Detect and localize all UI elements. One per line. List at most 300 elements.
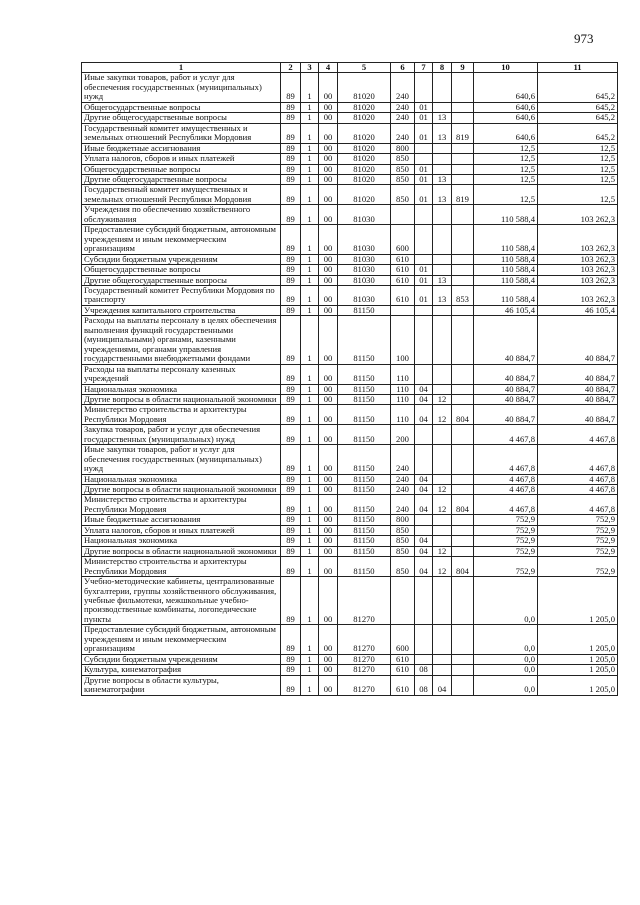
cell-col-6: 610 — [391, 254, 415, 264]
table-row — [82, 113, 618, 123]
cell-col-7 — [415, 225, 433, 254]
cell-col-10: 4 467,8 — [474, 474, 538, 484]
cell-col-11: 12,5 — [538, 174, 618, 184]
cell-col-8: 12 — [433, 405, 452, 425]
cell-col-8 — [433, 205, 452, 225]
cell-col-4: 00 — [319, 474, 338, 484]
cell-col-10: 752,9 — [474, 557, 538, 577]
cell-col-4: 00 — [319, 495, 338, 515]
cell-col-3: 1 — [301, 654, 319, 664]
table-row — [82, 285, 618, 305]
cell-col-4: 00 — [319, 654, 338, 664]
cell-col-6 — [391, 577, 415, 625]
cell-col-11: 752,9 — [538, 557, 618, 577]
cell-col-10: 0,0 — [474, 577, 538, 625]
cell-name: Другие вопросы в области национальной экономики — [82, 485, 281, 495]
cell-col-9 — [452, 305, 474, 315]
cell-col-5: 81150 — [338, 525, 391, 535]
cell-col-4: 00 — [319, 205, 338, 225]
cell-col-8: 12 — [433, 485, 452, 495]
cell-col-10: 752,9 — [474, 536, 538, 546]
cell-col-10: 0,0 — [474, 675, 538, 695]
cell-col-3: 1 — [301, 225, 319, 254]
cell-col-11: 4 467,8 — [538, 445, 618, 474]
cell-col-4: 00 — [319, 364, 338, 384]
cell-name: Учреждения капитального строительства — [82, 305, 281, 315]
cell-col-5: 81150 — [338, 546, 391, 556]
table-row — [82, 384, 618, 394]
cell-col-6: 600 — [391, 625, 415, 654]
cell-col-2: 89 — [281, 546, 301, 556]
cell-col-10: 110 588,4 — [474, 254, 538, 264]
cell-col-5: 81150 — [338, 425, 391, 445]
cell-col-11: 12,5 — [538, 185, 618, 205]
table-row — [82, 495, 618, 515]
cell-col-2: 89 — [281, 123, 301, 143]
cell-col-9 — [452, 364, 474, 384]
cell-col-9 — [452, 525, 474, 535]
cell-col-7 — [415, 316, 433, 364]
table-row — [82, 675, 618, 695]
cell-col-2: 89 — [281, 474, 301, 484]
cell-col-9 — [452, 102, 474, 112]
cell-name: Общегосударственные вопросы — [82, 164, 281, 174]
cell-col-4: 00 — [319, 525, 338, 535]
cell-col-5: 81030 — [338, 254, 391, 264]
cell-col-5: 81150 — [338, 305, 391, 315]
cell-name: Субсидии бюджетным учреждениям — [82, 654, 281, 664]
cell-col-10: 46 105,4 — [474, 305, 538, 315]
cell-col-3: 1 — [301, 143, 319, 153]
cell-col-9 — [452, 546, 474, 556]
cell-col-5: 81020 — [338, 73, 391, 102]
cell-col-6 — [391, 305, 415, 315]
cell-name: Предоставление субсидий бюджетным, автономным учреждениям и иным некоммерческим организациям — [82, 225, 281, 254]
cell-col-11: 12,5 — [538, 143, 618, 153]
table-row — [82, 577, 618, 625]
cell-col-8 — [433, 445, 452, 474]
column-header: 6 — [391, 63, 415, 73]
cell-col-9 — [452, 113, 474, 123]
cell-col-8 — [433, 143, 452, 153]
cell-col-6: 240 — [391, 102, 415, 112]
cell-col-2: 89 — [281, 254, 301, 264]
cell-col-4: 00 — [319, 445, 338, 474]
cell-col-9 — [452, 205, 474, 225]
cell-col-11: 1 205,0 — [538, 577, 618, 625]
cell-col-7 — [415, 654, 433, 664]
cell-col-3: 1 — [301, 577, 319, 625]
cell-name: Министерство строительства и архитектуры Республики Мордовия — [82, 557, 281, 577]
cell-col-10: 0,0 — [474, 625, 538, 654]
cell-col-2: 89 — [281, 495, 301, 515]
cell-col-8: 13 — [433, 285, 452, 305]
cell-name: Другие общегосударственные вопросы — [82, 174, 281, 184]
cell-col-7 — [415, 73, 433, 102]
cell-name: Учреждения по обеспечению хозяйственного обслуживания — [82, 205, 281, 225]
column-header: 7 — [415, 63, 433, 73]
cell-col-4: 00 — [319, 143, 338, 153]
cell-col-9: 804 — [452, 557, 474, 577]
cell-name: Государственный комитет имущественных и земельных отношений Республики Мордовия — [82, 185, 281, 205]
cell-name: Уплата налогов, сборов и иных платежей — [82, 154, 281, 164]
cell-col-9 — [452, 143, 474, 153]
table-row — [82, 405, 618, 425]
cell-col-6: 240 — [391, 495, 415, 515]
cell-col-10: 40 884,7 — [474, 364, 538, 384]
cell-col-2: 89 — [281, 654, 301, 664]
cell-col-9 — [452, 445, 474, 474]
cell-col-7: 04 — [415, 384, 433, 394]
cell-col-4: 00 — [319, 394, 338, 404]
cell-col-10: 40 884,7 — [474, 384, 538, 394]
cell-col-10: 12,5 — [474, 154, 538, 164]
cell-col-7: 01 — [415, 113, 433, 123]
cell-col-3: 1 — [301, 536, 319, 546]
cell-col-9: 819 — [452, 185, 474, 205]
cell-col-11: 46 105,4 — [538, 305, 618, 315]
cell-col-2: 89 — [281, 485, 301, 495]
table-row — [82, 474, 618, 484]
cell-col-5: 81150 — [338, 557, 391, 577]
cell-col-8: 13 — [433, 113, 452, 123]
cell-col-2: 89 — [281, 665, 301, 675]
cell-name: Государственный комитет имущественных и земельных отношений Республики Мордовия — [82, 123, 281, 143]
cell-col-10: 640,6 — [474, 123, 538, 143]
cell-col-5: 81020 — [338, 174, 391, 184]
budget-table — [81, 62, 618, 696]
cell-col-6 — [391, 205, 415, 225]
table-row — [82, 546, 618, 556]
table-row — [82, 225, 618, 254]
cell-col-2: 89 — [281, 102, 301, 112]
cell-col-11: 40 884,7 — [538, 384, 618, 394]
cell-col-7 — [415, 154, 433, 164]
table-body — [82, 73, 618, 695]
table-row — [82, 164, 618, 174]
cell-col-4: 00 — [319, 225, 338, 254]
cell-col-2: 89 — [281, 174, 301, 184]
cell-col-9 — [452, 675, 474, 695]
cell-col-11: 4 467,8 — [538, 485, 618, 495]
cell-col-10: 12,5 — [474, 143, 538, 153]
column-header: 4 — [319, 63, 338, 73]
cell-col-3: 1 — [301, 205, 319, 225]
cell-col-7 — [415, 625, 433, 654]
cell-col-3: 1 — [301, 254, 319, 264]
cell-col-6: 850 — [391, 154, 415, 164]
cell-col-3: 1 — [301, 113, 319, 123]
cell-col-8 — [433, 474, 452, 484]
cell-col-3: 1 — [301, 174, 319, 184]
cell-name: Иные закупки товаров, работ и услуг для обеспечения государственных (муниципальных) нужд — [82, 445, 281, 474]
cell-col-9: 853 — [452, 285, 474, 305]
cell-col-2: 89 — [281, 164, 301, 174]
table-row — [82, 154, 618, 164]
cell-col-10: 110 588,4 — [474, 225, 538, 254]
cell-col-3: 1 — [301, 102, 319, 112]
cell-col-2: 89 — [281, 205, 301, 225]
cell-col-8: 12 — [433, 546, 452, 556]
cell-col-6: 850 — [391, 536, 415, 546]
cell-col-5: 81150 — [338, 384, 391, 394]
cell-col-6: 110 — [391, 364, 415, 384]
cell-col-2: 89 — [281, 525, 301, 535]
cell-col-5: 81270 — [338, 625, 391, 654]
cell-col-10: 4 467,8 — [474, 485, 538, 495]
cell-name: Общегосударственные вопросы — [82, 265, 281, 275]
cell-col-5: 81030 — [338, 285, 391, 305]
cell-col-4: 00 — [319, 185, 338, 205]
cell-col-11: 40 884,7 — [538, 394, 618, 404]
cell-col-11: 4 467,8 — [538, 474, 618, 484]
cell-col-7: 01 — [415, 265, 433, 275]
cell-col-7: 04 — [415, 485, 433, 495]
cell-name: Другие общегосударственные вопросы — [82, 275, 281, 285]
cell-col-7 — [415, 205, 433, 225]
cell-col-5: 81020 — [338, 185, 391, 205]
cell-col-11: 40 884,7 — [538, 316, 618, 364]
cell-col-6: 240 — [391, 73, 415, 102]
cell-col-2: 89 — [281, 265, 301, 275]
table-row — [82, 394, 618, 404]
cell-name: Иные закупки товаров, работ и услуг для обеспечения государственных (муниципальных) нужд — [82, 73, 281, 102]
cell-col-8 — [433, 515, 452, 525]
column-header: 10 — [474, 63, 538, 73]
cell-col-8 — [433, 154, 452, 164]
cell-col-4: 00 — [319, 73, 338, 102]
cell-col-4: 00 — [319, 384, 338, 394]
cell-col-9 — [452, 316, 474, 364]
cell-col-4: 00 — [319, 154, 338, 164]
cell-col-5: 81030 — [338, 225, 391, 254]
cell-col-4: 00 — [319, 123, 338, 143]
cell-col-7: 08 — [415, 665, 433, 675]
cell-col-3: 1 — [301, 546, 319, 556]
cell-col-3: 1 — [301, 285, 319, 305]
cell-col-5: 81020 — [338, 154, 391, 164]
cell-col-7: 08 — [415, 675, 433, 695]
cell-col-3: 1 — [301, 364, 319, 384]
cell-col-3: 1 — [301, 73, 319, 102]
cell-col-5: 81150 — [338, 495, 391, 515]
cell-col-6: 110 — [391, 405, 415, 425]
cell-col-2: 89 — [281, 143, 301, 153]
cell-col-6: 240 — [391, 445, 415, 474]
cell-col-3: 1 — [301, 316, 319, 364]
cell-col-8: 13 — [433, 174, 452, 184]
cell-col-11: 4 467,8 — [538, 425, 618, 445]
table-row — [82, 305, 618, 315]
cell-col-9: 804 — [452, 495, 474, 515]
cell-col-9 — [452, 174, 474, 184]
page-number: 973 — [574, 31, 594, 46]
cell-col-2: 89 — [281, 154, 301, 164]
cell-col-5: 81150 — [338, 405, 391, 425]
cell-col-7: 01 — [415, 185, 433, 205]
cell-col-5: 81020 — [338, 102, 391, 112]
cell-col-10: 4 467,8 — [474, 495, 538, 515]
cell-col-9 — [452, 577, 474, 625]
cell-name: Другие вопросы в области национальной экономики — [82, 546, 281, 556]
cell-col-8: 13 — [433, 123, 452, 143]
cell-col-3: 1 — [301, 675, 319, 695]
cell-col-9 — [452, 536, 474, 546]
cell-col-11: 4 467,8 — [538, 495, 618, 515]
cell-col-8 — [433, 525, 452, 535]
cell-col-4: 00 — [319, 536, 338, 546]
header-row — [82, 63, 618, 73]
cell-col-11: 645,2 — [538, 113, 618, 123]
cell-col-6: 100 — [391, 316, 415, 364]
cell-col-2: 89 — [281, 225, 301, 254]
cell-col-3: 1 — [301, 515, 319, 525]
cell-col-7 — [415, 254, 433, 264]
table-row — [82, 185, 618, 205]
cell-col-5: 81270 — [338, 654, 391, 664]
cell-col-9 — [452, 254, 474, 264]
cell-name: Расходы на выплаты персоналу казенных учреждений — [82, 364, 281, 384]
cell-col-9 — [452, 425, 474, 445]
table-row — [82, 123, 618, 143]
cell-col-6: 240 — [391, 113, 415, 123]
cell-name: Субсидии бюджетным учреждениям — [82, 254, 281, 264]
cell-col-5: 81030 — [338, 275, 391, 285]
cell-col-5: 81270 — [338, 577, 391, 625]
cell-col-6: 240 — [391, 474, 415, 484]
table-row — [82, 174, 618, 184]
cell-name: Учебно-методические кабинеты, централизованные бухгалтерии, группы хозяйственного обслуживания, учебные фильмотеки, межшкольные учебно-производственные комбинаты, логопедические пункты — [82, 577, 281, 625]
cell-col-11: 103 262,3 — [538, 275, 618, 285]
cell-col-2: 89 — [281, 73, 301, 102]
column-header: 8 — [433, 63, 452, 73]
cell-col-8: 04 — [433, 675, 452, 695]
cell-col-8 — [433, 225, 452, 254]
cell-col-10: 0,0 — [474, 654, 538, 664]
cell-col-7: 04 — [415, 546, 433, 556]
cell-col-7: 04 — [415, 405, 433, 425]
table-row — [82, 275, 618, 285]
cell-col-9: 804 — [452, 405, 474, 425]
cell-col-3: 1 — [301, 525, 319, 535]
cell-col-2: 89 — [281, 113, 301, 123]
cell-col-10: 12,5 — [474, 164, 538, 174]
cell-col-8 — [433, 577, 452, 625]
cell-col-4: 00 — [319, 665, 338, 675]
cell-col-9 — [452, 485, 474, 495]
table-row — [82, 525, 618, 535]
cell-col-6: 610 — [391, 654, 415, 664]
cell-col-11: 752,9 — [538, 546, 618, 556]
cell-col-7 — [415, 364, 433, 384]
cell-col-2: 89 — [281, 394, 301, 404]
cell-col-10: 0,0 — [474, 665, 538, 675]
table-row — [82, 316, 618, 364]
cell-col-6: 200 — [391, 425, 415, 445]
cell-col-7: 01 — [415, 285, 433, 305]
cell-col-7: 01 — [415, 123, 433, 143]
cell-col-4: 00 — [319, 102, 338, 112]
cell-col-11: 12,5 — [538, 164, 618, 174]
cell-col-3: 1 — [301, 123, 319, 143]
cell-col-5: 81150 — [338, 485, 391, 495]
cell-col-4: 00 — [319, 316, 338, 364]
cell-col-4: 00 — [319, 265, 338, 275]
cell-col-9 — [452, 654, 474, 664]
cell-col-6: 800 — [391, 143, 415, 153]
cell-name: Национальная экономика — [82, 474, 281, 484]
cell-col-9 — [452, 265, 474, 275]
cell-col-11: 1 205,0 — [538, 654, 618, 664]
cell-col-4: 00 — [319, 485, 338, 495]
cell-name: Уплата налогов, сборов и иных платежей — [82, 525, 281, 535]
cell-col-11: 103 262,3 — [538, 285, 618, 305]
cell-col-11: 12,5 — [538, 154, 618, 164]
cell-col-4: 00 — [319, 577, 338, 625]
cell-col-5: 81150 — [338, 445, 391, 474]
cell-name: Национальная экономика — [82, 384, 281, 394]
cell-col-11: 1 205,0 — [538, 665, 618, 675]
cell-name: Иные бюджетные ассигнования — [82, 515, 281, 525]
table-row — [82, 445, 618, 474]
cell-name: Расходы на выплаты персоналу в целях обеспечения выполнения функций государственными (муниципальными) органами, казенными учреждениями, органами управления государственными внебюджетными фондами — [82, 316, 281, 364]
cell-col-3: 1 — [301, 265, 319, 275]
cell-col-5: 81020 — [338, 113, 391, 123]
cell-col-7: 04 — [415, 495, 433, 515]
cell-name: Государственный комитет Республики Мордовия по транспорту — [82, 285, 281, 305]
table-row — [82, 536, 618, 546]
cell-col-10: 4 467,8 — [474, 445, 538, 474]
cell-col-6: 850 — [391, 185, 415, 205]
table-row — [82, 364, 618, 384]
table-row — [82, 205, 618, 225]
cell-col-10: 110 588,4 — [474, 285, 538, 305]
cell-col-5: 81150 — [338, 394, 391, 404]
cell-col-6: 110 — [391, 394, 415, 404]
cell-col-2: 89 — [281, 625, 301, 654]
cell-col-8 — [433, 425, 452, 445]
table-row — [82, 254, 618, 264]
cell-col-4: 00 — [319, 625, 338, 654]
table-row — [82, 665, 618, 675]
cell-name: Иные бюджетные ассигнования — [82, 143, 281, 153]
cell-col-3: 1 — [301, 665, 319, 675]
cell-col-10: 40 884,7 — [474, 316, 538, 364]
cell-col-11: 645,2 — [538, 102, 618, 112]
cell-col-9 — [452, 225, 474, 254]
cell-name: Министерство строительства и архитектуры Республики Мордовия — [82, 405, 281, 425]
cell-col-7: 04 — [415, 557, 433, 577]
cell-col-6: 850 — [391, 525, 415, 535]
cell-col-8: 12 — [433, 557, 452, 577]
cell-col-3: 1 — [301, 275, 319, 285]
table-row — [82, 654, 618, 664]
cell-col-4: 00 — [319, 557, 338, 577]
cell-col-8 — [433, 665, 452, 675]
cell-col-10: 640,6 — [474, 113, 538, 123]
cell-col-9 — [452, 73, 474, 102]
cell-col-6: 610 — [391, 265, 415, 275]
cell-col-10: 752,9 — [474, 546, 538, 556]
cell-col-8 — [433, 254, 452, 264]
cell-col-10: 752,9 — [474, 515, 538, 525]
table-row — [82, 73, 618, 102]
cell-col-10: 12,5 — [474, 174, 538, 184]
cell-col-2: 89 — [281, 577, 301, 625]
cell-col-8: 12 — [433, 495, 452, 515]
cell-col-8 — [433, 164, 452, 174]
cell-col-4: 00 — [319, 675, 338, 695]
